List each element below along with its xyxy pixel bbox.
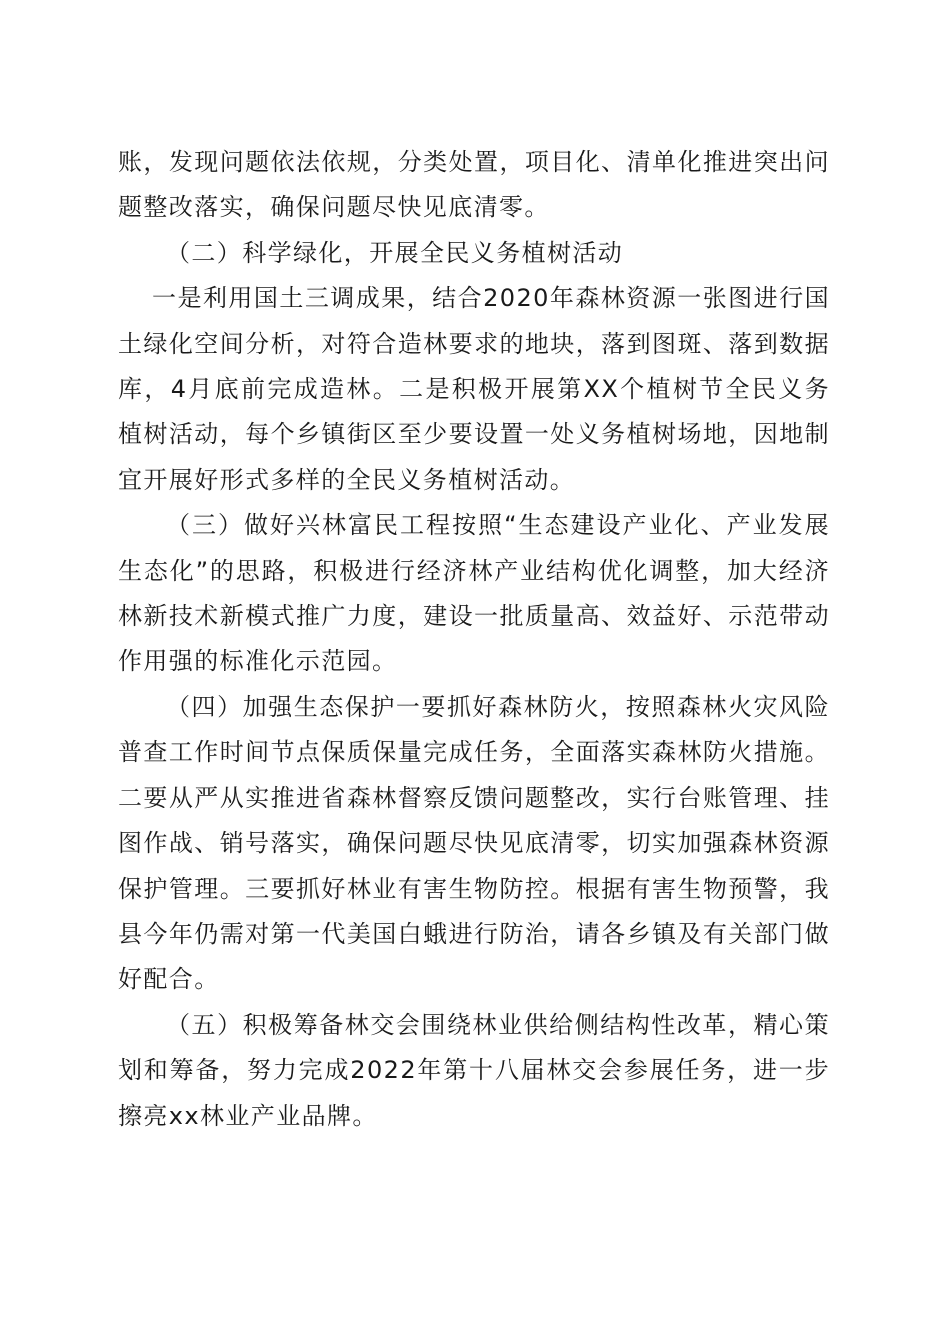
paragraph-section-4: （四）加强生态保护一要抓好森林防火，按照森林火灾风险普查工作时间节点保质保量完成任务，全面落实森林防火措施。二要从严从实推进省森林督察反馈问题整改，实行台账管理、挂图作战、销号落实，确保问题尽快见底清零，切实加强森林资源保护管理。三要抓好林业有害生物防控。根据有害生物预警，我县今年仍需对第一代美国白蛾进行防治，请各乡镇及有关部门做好配合。 [118, 692, 830, 994]
document-body [118, 140, 830, 1139]
section-heading-2: （二）科学绿化，开展全民义务植树活动 [166, 238, 624, 267]
paragraph-section-3: （三）做好兴林富民工程按照“生态建设产业化、产业发展生态化”的思路，积极进行经济林产业结构优化调整，加大经济林新技术新模式推广力度，建设一批质量高、效益好、示范带动作用强的标准化示范园。 [118, 511, 830, 676]
paragraph-continuation: 账，发现问题依法依规，分类处置，项目化、清单化推进突出问题整改落实，确保问题尽快见底清零。 [118, 148, 830, 222]
paragraph-section-2-body: 一是利用国土三调成果，结合2020年森林资源一张图进行国土绿化空间分析，对符合造林要求的地块，落到图斑、落到数据库，4月底前完成造林。二是积极开展第XX个植树节全民义务植树活动，每个乡镇街区至少要设置一处义务植树场地，因地制宜开展好形式多样的全民义务植树活动。 [118, 284, 830, 494]
paragraph-section-5: （五）积极筹备林交会围绕林业供给侧结构性改革，精心策划和筹备，努力完成2022年第十八届林交会参展任务，进一步擦亮xx林业产业品牌。 [118, 1010, 830, 1130]
